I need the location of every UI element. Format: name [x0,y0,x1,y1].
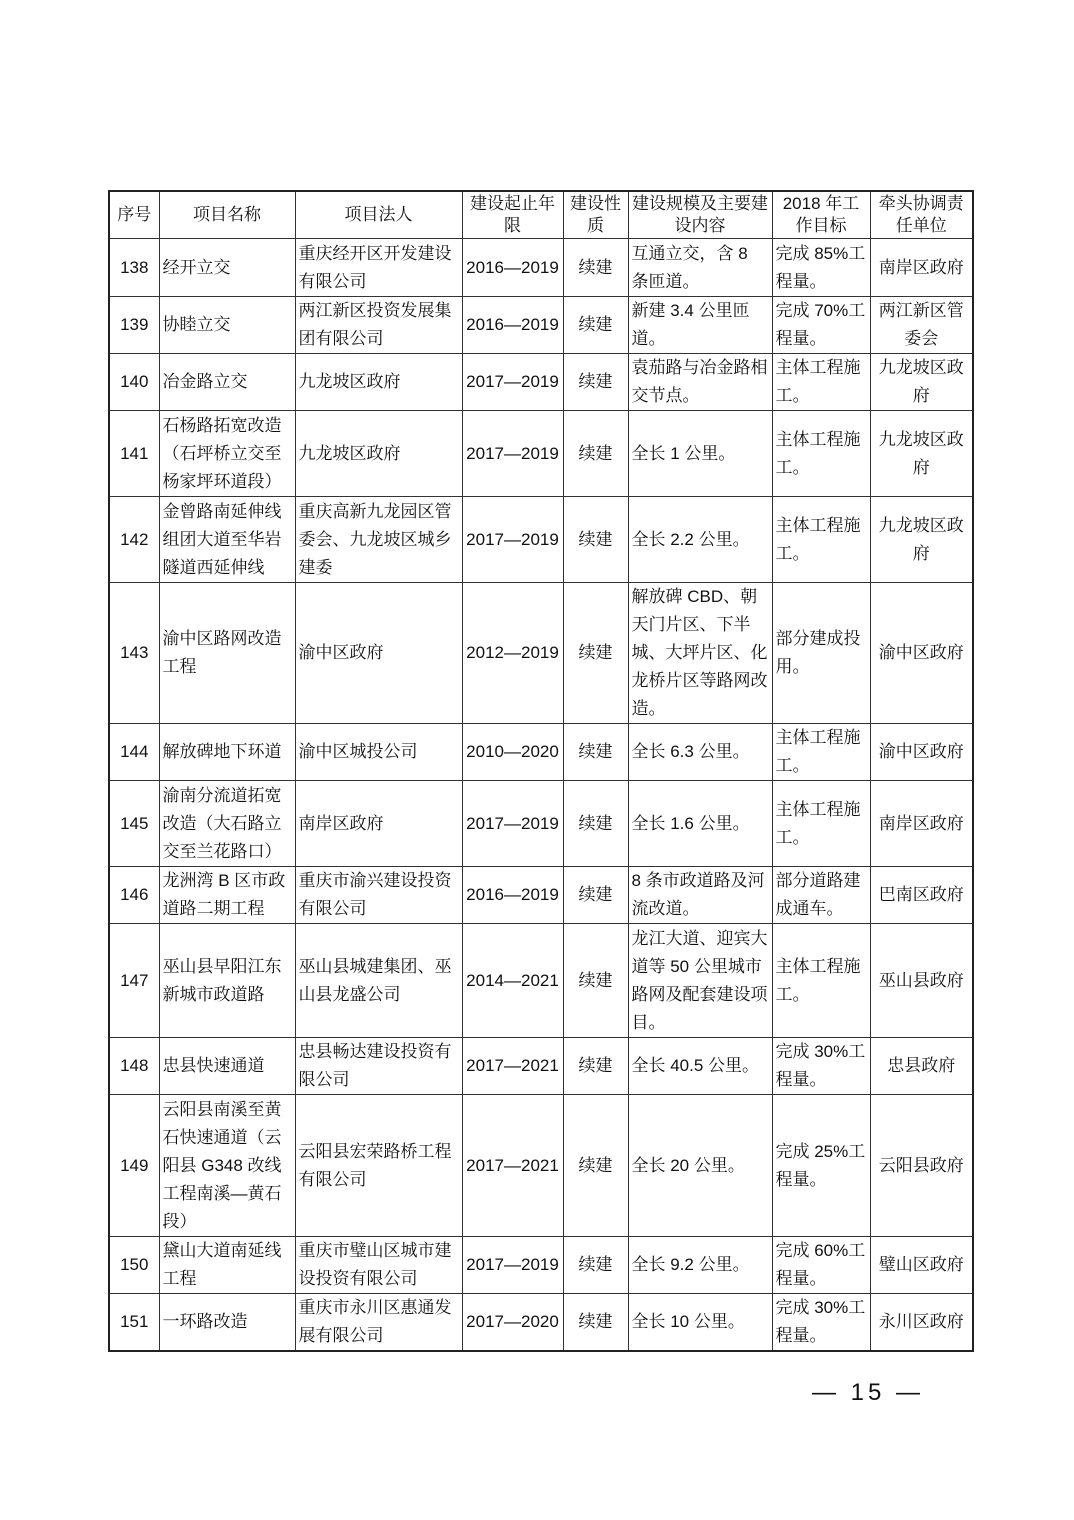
construction-content-cell: 解放碑 CBD、朝天门片区、下半城、大坪片区、化龙桥片区等路网改造。 [628,583,772,724]
table-row [109,297,973,354]
annual-target-cell: 完成 25%工程量。 [772,1095,870,1237]
header-no: 序号 [109,191,159,239]
table-row [109,867,973,924]
project-table [108,190,974,1352]
row-number-cell: 150 [109,1237,159,1294]
legal-entity-cell: 九龙坡区政府 [295,411,462,497]
page-number: — 15 — [812,1379,925,1406]
table-row [109,781,973,867]
lead-unit-cell: 忠县政府 [870,1038,973,1095]
construction-type-cell: 续建 [563,724,628,781]
construction-type-cell: 续建 [563,497,628,583]
row-number-cell: 141 [109,411,159,497]
table-row [109,1038,973,1095]
legal-entity-cell: 两江新区投资发展集团有限公司 [295,297,462,354]
legal-entity-cell: 重庆市璧山区城市建设投资有限公司 [295,1237,462,1294]
project-name-cell: 渝南分流道拓宽改造（大石路立交至兰花路口） [159,781,295,867]
period-cell: 2017—2019 [462,354,563,411]
table-row [109,724,973,781]
header-project-name: 项目名称 [159,191,295,239]
project-name-cell: 冶金路立交 [159,354,295,411]
period-cell: 2017—2019 [462,1237,563,1294]
project-name-cell: 龙洲湾 B 区市政道路二期工程 [159,867,295,924]
row-number-cell: 147 [109,924,159,1038]
annual-target-cell: 完成 85%工程量。 [772,239,870,297]
construction-type-cell: 续建 [563,781,628,867]
row-number-cell: 146 [109,867,159,924]
table-row [109,497,973,583]
lead-unit-cell: 两江新区管委会 [870,297,973,354]
lead-unit-cell: 巴南区政府 [870,867,973,924]
row-number-cell: 144 [109,724,159,781]
lead-unit-cell: 南岸区政府 [870,781,973,867]
row-number-cell: 145 [109,781,159,867]
project-name-cell: 经开立交 [159,239,295,297]
construction-type-cell: 续建 [563,1294,628,1352]
project-name-cell: 一环路改造 [159,1294,295,1352]
row-number-cell: 139 [109,297,159,354]
header-target: 2018 年工作目标 [772,191,870,239]
legal-entity-cell: 重庆高新九龙园区管委会、九龙坡区城乡建委 [295,497,462,583]
table-row [109,1237,973,1294]
lead-unit-cell: 云阳县政府 [870,1095,973,1237]
construction-content-cell: 全长 9.2 公里。 [628,1237,772,1294]
project-name-cell: 巫山县早阳江东新城市政道路 [159,924,295,1038]
construction-content-cell: 新建 3.4 公里匝道。 [628,297,772,354]
construction-type-cell: 续建 [563,239,628,297]
construction-type-cell: 续建 [563,411,628,497]
row-number-cell: 148 [109,1038,159,1095]
header-type: 建设性质 [563,191,628,239]
construction-content-cell: 全长 10 公里。 [628,1294,772,1352]
period-cell: 2012—2019 [462,583,563,724]
header-content: 建设规模及主要建设内容 [628,191,772,239]
annual-target-cell: 完成 30%工程量。 [772,1294,870,1352]
construction-type-cell: 续建 [563,1237,628,1294]
legal-entity-cell: 南岸区政府 [295,781,462,867]
period-cell: 2016—2019 [462,297,563,354]
construction-type-cell: 续建 [563,297,628,354]
period-cell: 2017—2019 [462,781,563,867]
header-legal-entity: 项目法人 [295,191,462,239]
table-row [109,583,973,724]
header-period: 建设起止年限 [462,191,563,239]
annual-target-cell: 完成 70%工程量。 [772,297,870,354]
lead-unit-cell: 璧山区政府 [870,1237,973,1294]
period-cell: 2017—2021 [462,1095,563,1237]
construction-content-cell: 全长 40.5 公里。 [628,1038,772,1095]
construction-content-cell: 全长 20 公里。 [628,1095,772,1237]
lead-unit-cell: 巫山县政府 [870,924,973,1038]
construction-type-cell: 续建 [563,1038,628,1095]
project-name-cell: 忠县快速通道 [159,1038,295,1095]
construction-content-cell: 全长 2.2 公里。 [628,497,772,583]
annual-target-cell: 完成 30%工程量。 [772,1038,870,1095]
annual-target-cell: 主体工程施工。 [772,724,870,781]
construction-content-cell: 龙江大道、迎宾大道等 50 公里城市路网及配套建设项目。 [628,924,772,1038]
period-cell: 2016—2019 [462,867,563,924]
header-lead-unit: 牵头协调责任单位 [870,191,973,239]
construction-content-cell: 8 条市政道路及河流改道。 [628,867,772,924]
project-name-cell: 云阳县南溪至黄石快速通道（云阳县 G348 改线工程南溪—黄石段） [159,1095,295,1237]
construction-type-cell: 续建 [563,583,628,724]
table-row [109,354,973,411]
row-number-cell: 151 [109,1294,159,1352]
construction-content-cell: 全长 1.6 公里。 [628,781,772,867]
annual-target-cell: 主体工程施工。 [772,497,870,583]
lead-unit-cell: 九龙坡区政府 [870,497,973,583]
project-name-cell: 渝中区路网改造工程 [159,583,295,724]
period-cell: 2017—2021 [462,1038,563,1095]
table-row [109,411,973,497]
annual-target-cell: 部分建成投用。 [772,583,870,724]
legal-entity-cell: 渝中区城投公司 [295,724,462,781]
period-cell: 2017—2020 [462,1294,563,1352]
legal-entity-cell: 九龙坡区政府 [295,354,462,411]
table-row [109,1294,973,1352]
construction-content-cell: 互通立交，含 8 条匝道。 [628,239,772,297]
period-cell: 2014—2021 [462,924,563,1038]
legal-entity-cell: 重庆经开区开发建设有限公司 [295,239,462,297]
legal-entity-cell: 重庆市永川区惠通发展有限公司 [295,1294,462,1352]
project-name-cell: 金曾路南延伸线组团大道至华岩隧道西延伸线 [159,497,295,583]
row-number-cell: 149 [109,1095,159,1237]
construction-type-cell: 续建 [563,1095,628,1237]
project-name-cell: 解放碑地下环道 [159,724,295,781]
project-name-cell: 黛山大道南延线工程 [159,1237,295,1294]
legal-entity-cell: 巫山县城建集团、巫山县龙盛公司 [295,924,462,1038]
annual-target-cell: 主体工程施工。 [772,781,870,867]
lead-unit-cell: 永川区政府 [870,1294,973,1352]
construction-content-cell: 袁茄路与冶金路相交节点。 [628,354,772,411]
period-cell: 2010—2020 [462,724,563,781]
lead-unit-cell: 渝中区政府 [870,724,973,781]
construction-content-cell: 全长 6.3 公里。 [628,724,772,781]
project-name-cell: 协睦立交 [159,297,295,354]
table-header-row [109,191,973,239]
table-row [109,239,973,297]
lead-unit-cell: 渝中区政府 [870,583,973,724]
annual-target-cell: 部分道路建成通车。 [772,867,870,924]
row-number-cell: 138 [109,239,159,297]
table-row [109,924,973,1038]
row-number-cell: 143 [109,583,159,724]
lead-unit-cell: 九龙坡区政府 [870,411,973,497]
period-cell: 2016—2019 [462,239,563,297]
legal-entity-cell: 渝中区政府 [295,583,462,724]
row-number-cell: 142 [109,497,159,583]
legal-entity-cell: 忠县畅达建设投资有限公司 [295,1038,462,1095]
construction-type-cell: 续建 [563,354,628,411]
construction-content-cell: 全长 1 公里。 [628,411,772,497]
period-cell: 2017—2019 [462,411,563,497]
annual-target-cell: 完成 60%工程量。 [772,1237,870,1294]
lead-unit-cell: 九龙坡区政府 [870,354,973,411]
table-row [109,1095,973,1237]
construction-type-cell: 续建 [563,924,628,1038]
legal-entity-cell: 云阳县宏荣路桥工程有限公司 [295,1095,462,1237]
construction-type-cell: 续建 [563,867,628,924]
row-number-cell: 140 [109,354,159,411]
legal-entity-cell: 重庆市渝兴建设投资有限公司 [295,867,462,924]
table-body [109,239,973,1352]
annual-target-cell: 主体工程施工。 [772,411,870,497]
annual-target-cell: 主体工程施工。 [772,924,870,1038]
project-name-cell: 石杨路拓宽改造（石坪桥立交至杨家坪环道段） [159,411,295,497]
period-cell: 2017—2019 [462,497,563,583]
annual-target-cell: 主体工程施工。 [772,354,870,411]
lead-unit-cell: 南岸区政府 [870,239,973,297]
